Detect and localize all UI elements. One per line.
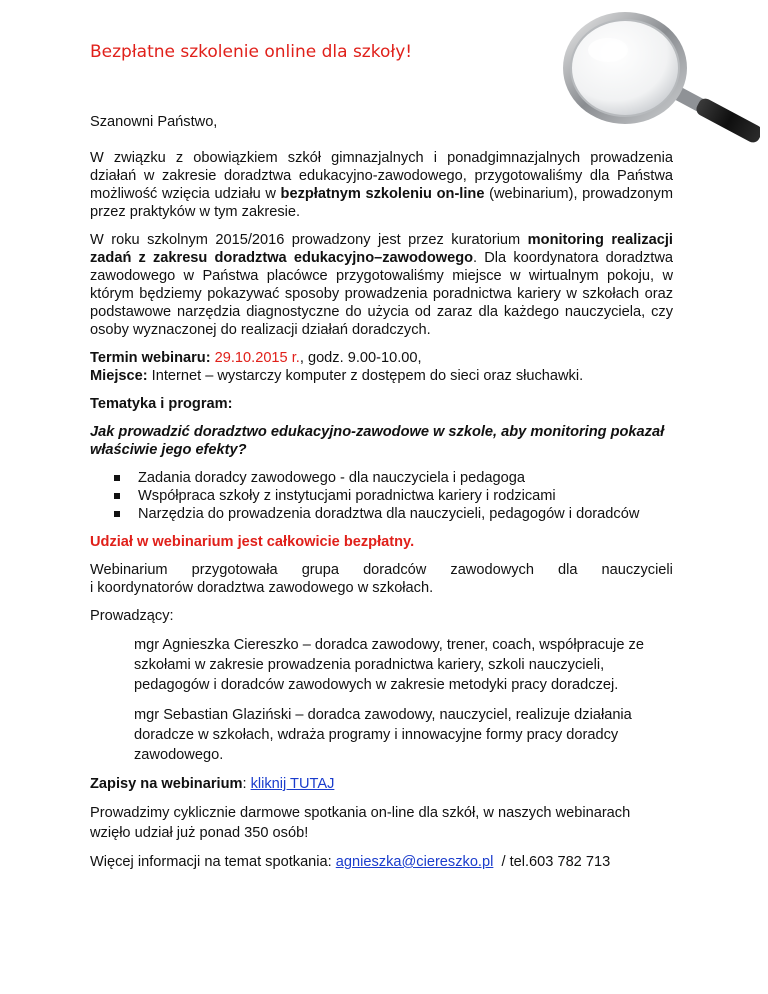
- page-title: Bezpłatne szkolenie online dla szkoły!: [90, 42, 413, 62]
- topics-question: Jak prowadzić doradztwo edukacyjno-zawodowe w szkole, aby monitoring pokazał właściwie jego efekty?: [90, 424, 665, 458]
- host-1: mgr Agnieszka Ciereszko – doradca zawodowy, trener, coach, współpracuje ze szkołami w zakresie prowadzenia poradnictwa kariery, szkoli nauczycieli, pedagogów i doradców zawodowych w zakresie metodyki pracy doradczej.: [134, 637, 644, 693]
- free-notice: Udział w webinarium jest całkowicie bezpłatny.: [90, 534, 415, 550]
- paragraph-intro: W związku z obowiązkiem szkół gimnazjalnych i ponadgimnazjalnych prowadzenia działań w zakresie doradztwa edukacyjno-zawodowego, przygotowaliśmy dla Państwa możliwość wzięcia udziału w bezpłatnym szkoleniu on-line (webinarium), prowadzonym przez praktyków w tym zakresie.: [90, 150, 673, 220]
- list-item: Zadania doradcy zawodowego - dla nauczyciela i pedagoga: [114, 469, 673, 487]
- webinar-place: Miejsce: Internet – wystarczy komputer z dostępem do sieci oraz słuchawki.: [90, 368, 584, 384]
- bullet-icon: [114, 493, 120, 499]
- topics-heading: Tematyka i program:: [90, 396, 233, 412]
- webinar-term: Termin webinaru: 29.10.2015 r., godz. 9.00-10.00,: [90, 350, 422, 366]
- prepared-by-line2: i koordynatorów doradztwa zawodowego w szkołach.: [90, 580, 434, 596]
- host-2: mgr Sebastian Glaziński – doradca zawodowy, nauczyciel, realizuje działania doradcze w szkołach, wdraża programy i innowacyjne formy pracy doradcy zawodowego.: [134, 707, 632, 763]
- phone: / tel.603 782 713: [493, 854, 611, 870]
- topics-list: [90, 469, 673, 523]
- list-item: Narzędzia do prowadzenia doradztwa dla nauczycieli, pedagogów i doradców: [114, 505, 673, 523]
- greeting: Szanowni Państwo,: [90, 114, 218, 130]
- signup-link[interactable]: kliknij TUTAJ: [250, 776, 335, 792]
- list-item: Współpraca szkoły z instytucjami poradnictwa kariery i rodzicami: [114, 487, 673, 505]
- letter-body: [90, 113, 673, 871]
- hosts-label: Prowadzący:: [90, 608, 174, 624]
- paragraph-monitoring: W roku szkolnym 2015/2016 prowadzony jest przez kuratorium monitoring realizacji zadań z zakresu doradztwa edukacyjno–zawodowego. Dla koordynatora doradztwa zawodowego w Państwa placówce przygotowaliśmy miejsce w wirtualnym pokoju, w którym będziemy pokazywać sposoby prowadzenia poradnictwa kariery w szkołach oraz podstawowe narzędzia diagnostyczne do użycia od zaraz dla każdego nauczyciela, czy osoby wyznaczonej do realizacji działań doradczych.: [90, 232, 673, 338]
- contact-line: Więcej informacji na temat spotkania: agnieszka@ciereszko.pl / tel.603 782 713: [90, 854, 611, 870]
- bullet-icon: [114, 475, 120, 481]
- cyclic-meetings: Prowadzimy cyklicznie darmowe spotkania on-line dla szkół, w naszych webinarach wzięło udział już ponad 350 osób!: [90, 805, 631, 841]
- email-link[interactable]: agnieszka@ciereszko.pl: [335, 854, 494, 870]
- bullet-icon: [114, 511, 120, 517]
- prepared-by-line1: Webinarium przygotowała grupa doradców zawodowych dla nauczycieli: [90, 562, 673, 578]
- signup-line: Zapisy na webinarium: kliknij TUTAJ: [90, 776, 335, 792]
